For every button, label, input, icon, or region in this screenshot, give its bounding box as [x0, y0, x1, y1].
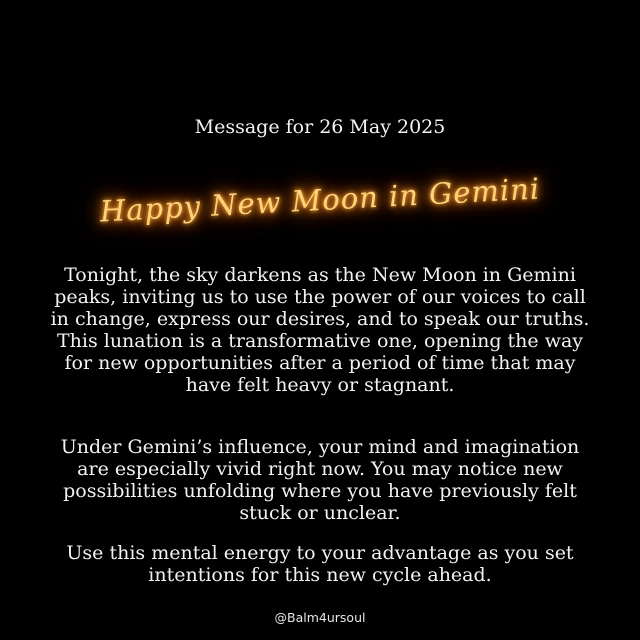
author-handle: @Balm4ursoul: [274, 610, 366, 625]
neon-title: Happy New Moon in Gemini: [99, 171, 541, 229]
paragraph-intentions: Use this mental energy to your advantage as you set intentions for this new cycle ahead.: [66, 542, 574, 586]
paragraph-gemini-influence: Under Gemini’s influence, your mind and imagination are especially vivid right now. You may notice new possibilities unfolding where you have previously felt stuck or unclear.: [60, 436, 580, 524]
message-date: Message for 26 May 2025: [194, 116, 446, 138]
paragraph-intro: Tonight, the sky darkens as the New Moon in Gemini peaks, inviting us to use the power of our voices to call in change, express our desires, and to speak our truths. This lunation is a transformative one, opening the way for new opportunities after a period of time that may have felt heavy or stagnant.: [50, 264, 590, 396]
